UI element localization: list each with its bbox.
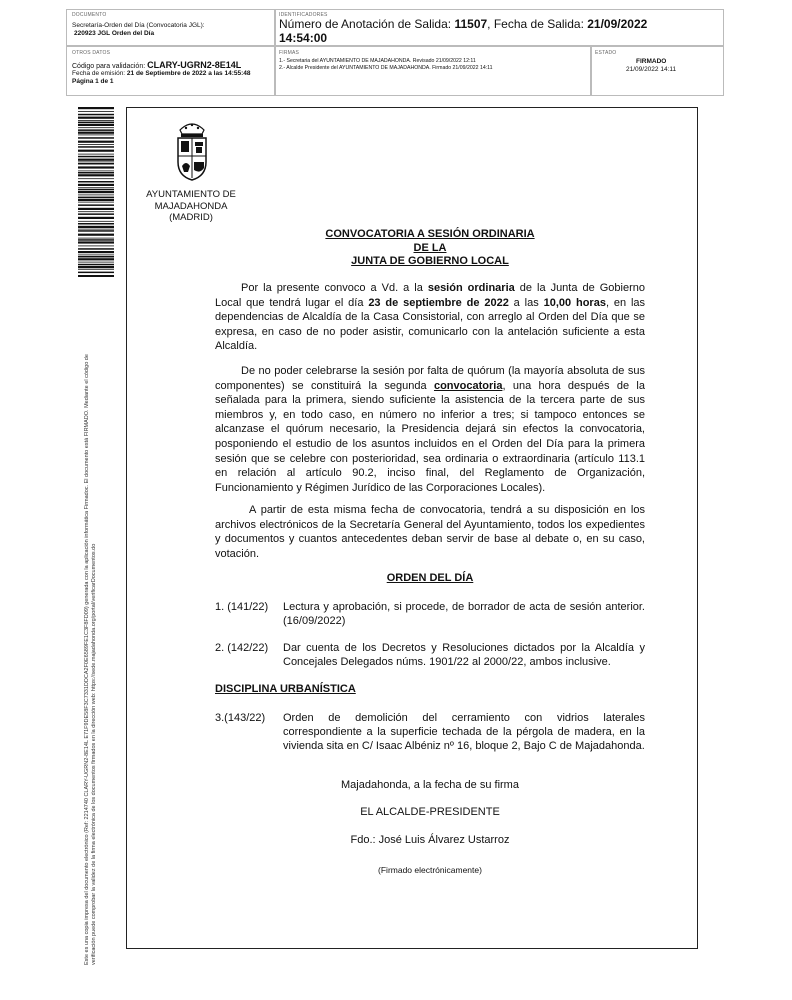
documento-line2: 220923 JGL Orden del Día <box>74 30 155 37</box>
anotacion-prefix: Número de Anotación de Salida: <box>279 17 455 31</box>
side-text-2: verificación puede comprobar la validez de la firma electrónica de los documentos firmados en la dirección web: https://sede.majadahonda.org/portal/verificarDocumentos.do <box>91 543 97 965</box>
pagina: Página 1 de 1 <box>72 78 114 85</box>
para1-a: Por la presente convoco a Vd. a la <box>241 282 428 294</box>
documento-line1: Secretaría-Orden del Día (Convocatoria JGL): <box>72 22 205 29</box>
barcode-bar <box>78 262 114 263</box>
barcode-bar <box>78 248 114 250</box>
org-line2: MAJADAHONDA <box>154 200 228 212</box>
agenda-item-text: Lectura y aprobación, si procede, de borrador de acta de sesión anterior. (16/09/2022) <box>283 601 645 627</box>
barcode-bar <box>78 129 114 131</box>
barcode-bar <box>78 111 114 112</box>
closing-cargo: EL ALCALDE-PRESIDENTE <box>360 806 500 818</box>
barcode-bar <box>78 197 114 199</box>
agenda-item-text: Orden de demolición del cerramiento con vidrios laterales correspondiente a la superficie techada de la pérgola de madera, en la vivienda sita en C/ Isaac Albéniz nº 16, bloque 2, Bajo C de Majadahonda. <box>283 712 645 752</box>
barcode-bar <box>78 239 114 241</box>
title-line2: DE LA <box>413 241 447 254</box>
barcode-bar <box>78 127 114 128</box>
barcode-bar <box>78 199 114 201</box>
barcode-bar <box>78 166 114 168</box>
barcode-bar <box>78 230 114 232</box>
barcode-bar <box>78 159 114 161</box>
barcode-bar <box>78 221 114 222</box>
barcode-bar <box>78 272 114 274</box>
estado-label: ESTADO <box>595 50 617 56</box>
barcode-bar <box>78 189 114 191</box>
barcode-bar <box>78 255 114 256</box>
closing-firma: Fdo.: José Luis Álvarez Ustarroz <box>350 834 510 846</box>
barcode-bar <box>78 174 114 176</box>
barcode-bar <box>78 258 114 260</box>
agenda-item-text: Dar cuenta de los Decretos y Resoluciones dictados por la Alcaldía y Concejales Delegados núms. 1901/22 al 2000/22, ambos inclusive. <box>283 642 645 668</box>
para1-e: a las <box>508 296 544 309</box>
barcode-bar <box>78 204 114 206</box>
barcode-bar <box>78 178 114 179</box>
side-text-1: Este es una copia impresa del documento electrónico (Ref: 2214740 CLARY-UGRN2-8E14L E71F9DE58F3C7331DDCA2F0E6589FE1C3F8FD09) generada con la aplicación informática Firmadoc. El documento está FIRMADO. Mediante el código de <box>84 354 90 965</box>
barcode-bar <box>78 122 114 124</box>
firmas-label: FIRMAS <box>279 50 300 56</box>
barcode-bar <box>78 229 114 230</box>
barcode-bar <box>78 191 114 193</box>
closing-nota: (Firmado electrónicamente) <box>378 865 482 875</box>
barcode-bar <box>78 226 114 228</box>
emision-prefix: Fecha de emisión: <box>72 70 127 77</box>
barcode-bar <box>78 241 114 243</box>
side-verification-text <box>84 285 98 965</box>
para1-g: , en las dependencias de Alcaldía de la Casa Consistorial, con arreglo al Orden del Día que se expresa, en caso de no poder asistir, comunicarlo con la antelación suficiente a esta Alcaldía. <box>215 296 646 353</box>
barcode-bar <box>78 269 114 270</box>
barcode-bar <box>78 195 114 196</box>
fecha-val: 21/09/2022 <box>587 17 648 31</box>
barcode-bar <box>78 135 114 136</box>
fecha-prefix: , Fecha de Salida: <box>487 17 588 31</box>
estado-val: FIRMADO <box>636 58 667 65</box>
barcode-bar <box>78 266 114 268</box>
barcode-image <box>78 107 114 277</box>
agenda-item-num: 2. (142/22) <box>215 642 269 654</box>
para1-f: 10,00 horas <box>543 296 606 309</box>
barcode-bar <box>78 238 114 239</box>
para2-a: De no poder celebrarse la sesión por falta de quórum (la mayoría absoluta de sus componentes) se constituirá la segunda <box>215 365 645 392</box>
barcode-bar <box>78 264 114 266</box>
anotacion-num: 11507 <box>454 17 488 31</box>
org-line1: AYUNTAMIENTO DE <box>146 189 236 200</box>
para3: A partir de esta misma fecha de convocatoria, tendrá a su disposición en los archivos electrónicos de la Secretaría General del Ayuntamiento, todos los expedientes y documentos y cuantos antecedentes deban servir de base al debate o, en su caso, votación. <box>215 504 645 560</box>
para1-b: sesión ordinaria <box>427 282 515 294</box>
barcode-bar <box>78 246 114 247</box>
coat-of-arms-logo <box>172 118 212 184</box>
barcode-bar <box>78 208 114 210</box>
paragraph-convocatoria <box>215 281 645 354</box>
barcode-bar <box>78 187 114 188</box>
codigo-prefix: Código para validación: <box>72 63 148 70</box>
emision-val: 21 de Septiembre de 2022 a las 14:55:48 <box>126 70 251 77</box>
barcode-bar <box>78 162 114 163</box>
emision-line <box>72 70 251 78</box>
barcode-bar <box>78 211 114 212</box>
paragraph-quorum <box>215 364 645 495</box>
barcode-bar <box>78 117 114 119</box>
barcode-bar <box>78 124 114 126</box>
closing-lugar: Majadahonda, a la fecha de su firma <box>341 779 519 791</box>
para1-c: de la Junta de Gobierno Local que tendrá lugar el día <box>215 282 645 309</box>
barcode-bar <box>78 146 114 148</box>
estado-fecha: 21/09/2022 14:11 <box>626 66 677 73</box>
barcode-bar <box>78 107 114 109</box>
firma1: 1.- Secretaria del AYUNTAMIENTO DE MAJADAHONDA. Revisado 21/09/2022 12:11 <box>279 58 476 64</box>
codigo-val: CLARY-UGRN2-8E14L <box>147 60 242 70</box>
barcode-bar <box>78 251 114 253</box>
document-title <box>215 228 645 269</box>
barcode-bar <box>78 150 114 152</box>
barcode-bar <box>78 181 114 183</box>
barcode-bar <box>78 156 114 158</box>
org-name <box>130 189 252 224</box>
agenda-item-num: 3.(143/22) <box>215 712 266 724</box>
para1-d: 23 de septiembre de 2022 <box>368 296 509 309</box>
title-line3: JUNTA DE GOBIERNO LOCAL <box>351 255 509 267</box>
firma2: 2.- Alcalde Presidente del AYUNTAMIENTO DE MAJADAHONDA. Firmado 21/09/2022 14:11 <box>279 65 493 71</box>
barcode-bar <box>78 275 114 277</box>
org-line3: (MADRID) <box>169 212 213 223</box>
barcode-bar <box>78 132 114 134</box>
barcode-bar <box>78 202 114 203</box>
agenda-item-num: 1. (141/22) <box>215 601 269 613</box>
barcode-bar <box>78 256 114 258</box>
paragraph-archivos <box>215 503 645 561</box>
title-line1: CONVOCATORIA A SESIÓN ORDINARIA <box>325 228 535 240</box>
para2-b: convocatoria <box>433 379 503 392</box>
barcode-bar <box>78 154 114 155</box>
hora-val: 14:54:00 <box>279 31 328 45</box>
barcode-bar <box>78 163 114 165</box>
barcode-bar <box>78 213 114 215</box>
identificadores-label: IDENTIFICADORES <box>279 12 328 18</box>
otros-label: OTROS DATOS <box>72 50 111 56</box>
disciplina-title: DISCIPLINA URBANÍSTICA <box>215 683 356 695</box>
orden-del-dia-title: ORDEN DEL DÍA <box>386 572 474 584</box>
barcode-bar <box>78 120 114 121</box>
barcode-bar <box>78 141 114 143</box>
barcode-bar <box>78 234 114 236</box>
para2-c: , una hora después de la señalada para la primera, siendo suficiente la asistencia de la tercera parte de sus miembros y, en todo caso, en número no inferior a tres; si tampoco entonces se alcanzase el quórum necesario, la Presidencia dejará sin efectos la convocatoria, posponiendo el estudio de los asuntos incluidos en el Orden del Día para la primera sesión que se celebre con posterioridad, sea ordinaria o extraordinaria (artículo 113.1 en relación al artículo 90.2, inciso final, del Reglamento de Organización, Funcionamiento y Régimen Jurídico de las Corporaciones Locales). <box>215 379 645 494</box>
documento-label: DOCUMENTO <box>72 12 107 18</box>
barcode-bar <box>78 171 114 172</box>
barcode-bar <box>78 144 114 145</box>
barcode-bar <box>78 184 114 186</box>
barcode-bar <box>78 172 114 174</box>
anotacion-line <box>279 17 647 31</box>
barcode-bar <box>78 223 114 225</box>
barcode-bar <box>78 217 114 219</box>
barcode-bar <box>78 137 114 139</box>
barcode-bar <box>78 114 114 116</box>
